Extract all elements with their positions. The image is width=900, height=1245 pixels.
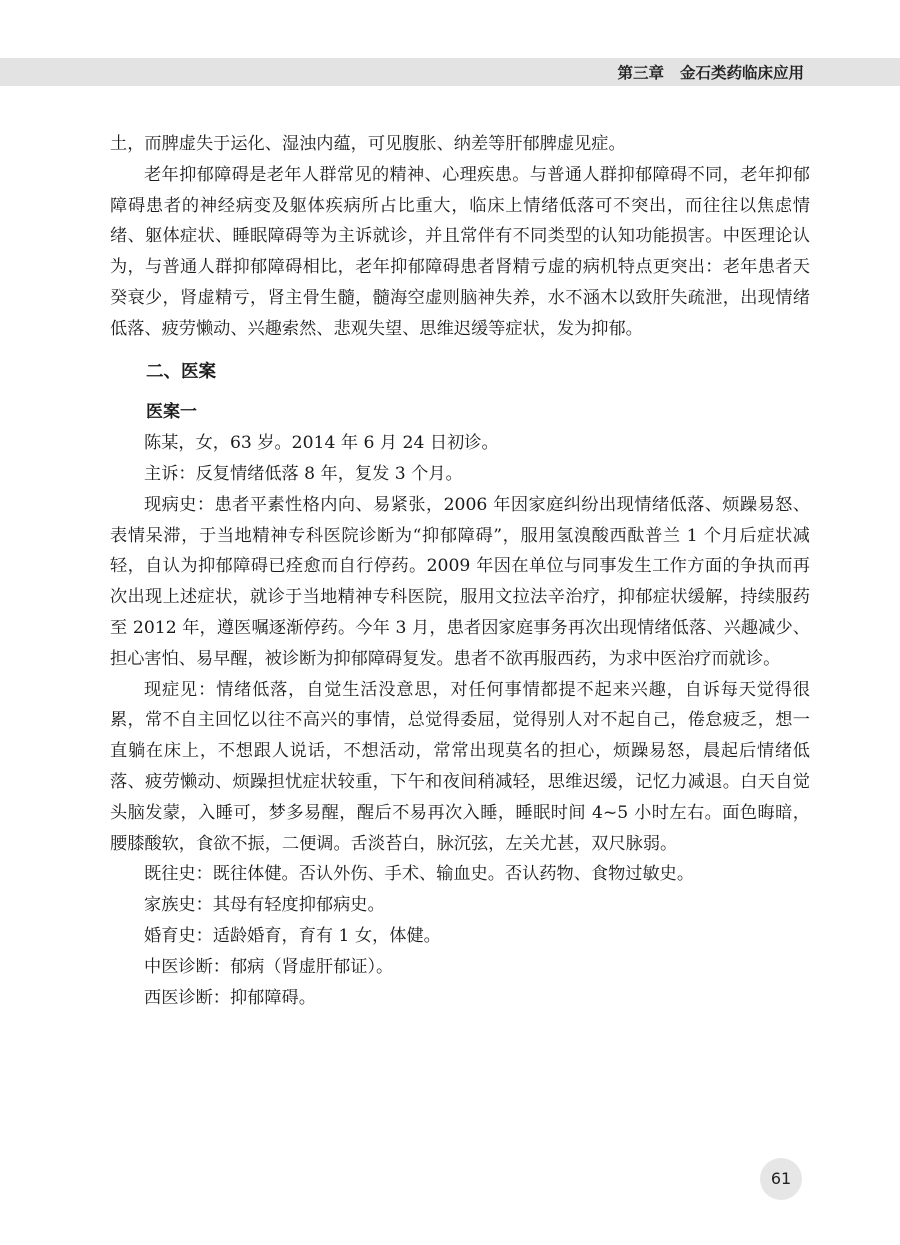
tcm-diagnosis: 中医诊断：郁病（肾虚肝郁证）。 — [144, 956, 394, 977]
paragraph-continuation: 土，而脾虚失于运化、湿浊内蕴，可见腹胀、纳差等肝郁脾虚见症。 — [110, 134, 626, 154]
family-history: 家族史：其母有轻度抑郁病史。 — [144, 895, 385, 916]
page-number: 61 — [760, 1158, 802, 1200]
present-illness-history: 现病史：患者平素性格内向、易紧张，2006 年因家庭纠纷出现情绪低落、烦躁易怒、表情呆滞，于当地精神专科医院诊断为“抑郁障碍”，服用氢溴酸西酞普兰 1 个月后症状减轻，自认为抑郁障碍已痊愈而自行停药。2009 年因在单位与同事发生工作方面的争执而再次出现上述症状，就诊于当地精神专科医院，服用文拉法辛治疗，抑郁症状缓解，持续服药至 2012 年，遵医嘱逐渐停药。今年 3 月，患者因家庭事务再次出现情绪低落、兴趣减少、担心害怕、易早醒，被诊断为抑郁障碍复发。患者不欲再服西药，为求中医治疗而就诊。 — [110, 494, 810, 669]
chapter-title: 金石类药临床应用 — [679, 64, 804, 82]
section-heading: 二、医案 — [146, 361, 216, 382]
current-symptoms: 现症见：情绪低落，自觉生活没意思，对任何事情都提不起来兴趣，自诉每天觉得很累，常不自主回忆以往不高兴的事情，总觉得委屈，觉得别人对不起自己，倦怠疲乏，想一直躺在床上，不想跟人说话，不想活动，常常出现莫名的担心，烦躁易怒，晨起后情绪低落、疲劳懒动、烦躁担忧症状较重，下午和夜间稍减轻，思维迟缓，记忆力减退。白天自觉头脑发蒙，入睡可，梦多易醒，醒后不易再次入睡，睡眠时间 4~5 小时左右。面色晦暗，腰膝酸软，食欲不振，二便调。舌淡苔白，脉沉弦，左关尤甚，双尺脉弱。 — [110, 679, 810, 854]
chief-complaint: 主诉：反复情绪低落 8 年，复发 3 个月。 — [144, 463, 463, 484]
running-header — [617, 62, 804, 84]
marital-history: 婚育史：适龄婚育，育有 1 女，体健。 — [144, 925, 441, 946]
patient-info: 陈某，女，63 岁。2014 年 6 月 24 日初诊。 — [144, 433, 499, 454]
western-diagnosis: 西医诊断：抑郁障碍。 — [144, 987, 316, 1008]
paragraph-elderly-depression: 老年抑郁障碍是老年人群常见的精神、心理疾患。与普通人群抑郁障碍不同，老年抑郁障碍患者的神经病变及躯体疾病所占比重大，临床上情绪低落可不突出，而往往以焦虑情绪、躯体症状、睡眠障碍等为主诉就诊，并且常伴有不同类型的认知功能损害。中医理论认为，与普通人群抑郁障碍相比，老年抑郁障碍患者肾精亏虚的病机特点更突出：老年患者天癸衰少，肾虚精亏，肾主骨生髓，髓海空虚则脑神失养，水不涵木以致肝失疏泄，出现情绪低落、疲劳懒动、兴趣索然、悲观失望、思维迟缓等症状，发为抑郁。 — [110, 164, 810, 339]
page-body — [110, 129, 810, 1013]
chapter-label: 第三章 — [617, 64, 664, 82]
past-history: 既往史：既往体健。否认外伤、手术、输血史。否认药物、食物过敏史。 — [144, 864, 695, 885]
case-title: 医案一 — [146, 402, 197, 423]
